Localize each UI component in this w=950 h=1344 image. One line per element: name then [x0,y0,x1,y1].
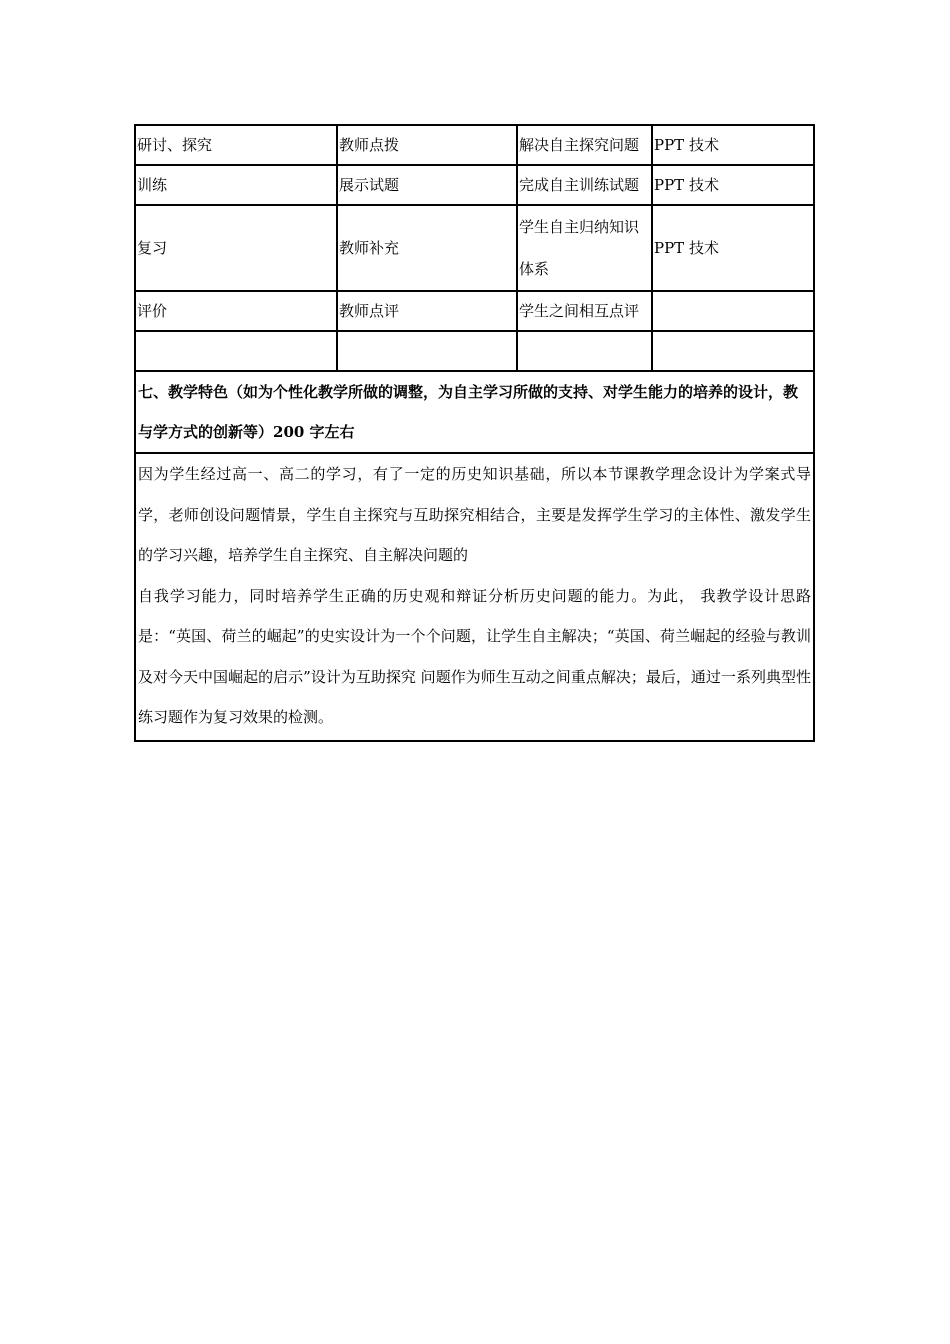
paragraph: 因为学生经过高一、高二的学习，有了一定的历史知识基础，所以本节课教学理念设计为学案式导学，老师创设问题情景，学生自主探究与互助探究相结合，主要是发挥学生学习的主体性、激发学生的学习兴趣，培养学生自主探究、自主解决问题的 [138,465,811,564]
table-cell: 教师点拨 [337,125,517,165]
table-cell: 研讨、探究 [135,125,337,165]
table-cell [135,331,337,371]
table-row [135,125,814,165]
section-body-cell [135,453,814,741]
table-cell: 复习 [135,205,337,291]
table-cell: 展示试题 [337,165,517,205]
table-cell: 训练 [135,165,337,205]
section-title-row [135,371,814,453]
table-row [135,331,814,371]
table-cell [652,331,814,371]
table-cell: 教师点评 [337,291,517,331]
table-row [135,165,814,205]
table-cell: 评价 [135,291,337,331]
table-cell: 完成自主训练试题 [517,165,652,205]
table-cell: 学生之间相互点评 [517,291,652,331]
section-title-cell [135,371,814,453]
section-body [137,454,813,740]
table-cell [517,331,652,371]
table-cell [652,291,814,331]
table-cell: PPT 技术 [652,205,814,291]
table-cell-text: 学生自主归纳知识体系 [519,218,640,278]
table-cell [337,331,517,371]
section-title: 七、教学特色（如为个性化教学所做的调整，为自主学习所做的支持、对学生能力的培养的设计，教与学方式的创新等）200 字左右 [138,383,799,441]
paragraph: 自我学习能力，同时培养学生正确的历史观和辩证分析历史问题的能力。为此， 我教学设计思路是：“英国、荷兰的崛起”的史实设计为一个个问题，让学生自主解决；“英国、荷兰崛起的经验与教训及对今天中国崛起的启示”设计为互助探究 问题作为师生互动之间重点解决；最后，通过一系列典型性练习题作为复习效果的检测。 [138,586,811,726]
lesson-plan-table [134,124,815,742]
table-cell: PPT 技术 [652,165,814,205]
section-body-row [135,453,814,741]
table-cell [517,205,652,291]
table-cell: PPT 技术 [652,125,814,165]
table-row [135,291,814,331]
table-row [135,205,814,291]
table-cell: 解决自主探究问题 [517,125,652,165]
table-cell: 教师补充 [337,205,517,291]
